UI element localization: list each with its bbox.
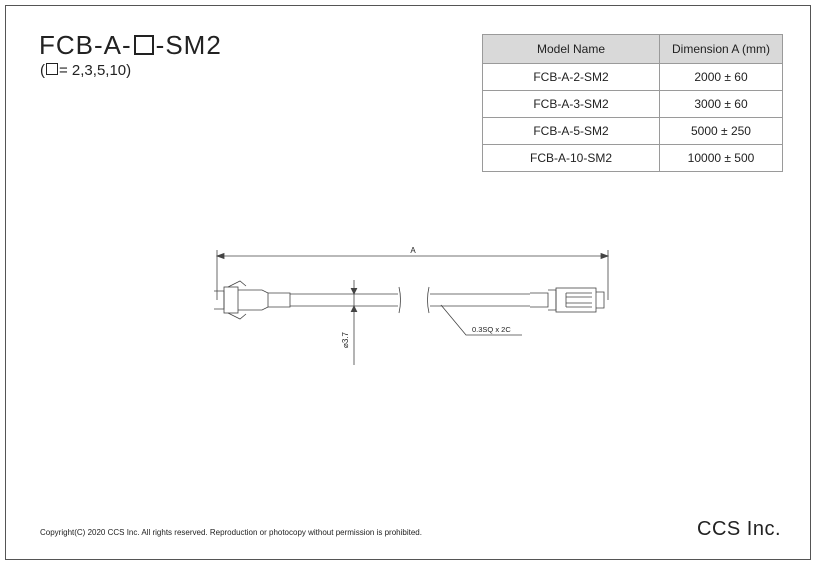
cell-dimension: 5000 ± 250	[660, 118, 783, 145]
wire-spec-label: 0.3SQ x 2C	[472, 325, 511, 334]
copyright-notice: Copyright(C) 2020 CCS Inc. All rights reserved. Reproduction or photocopy without permission is prohibited.	[40, 528, 422, 537]
cell-dimension: 10000 ± 500	[660, 145, 783, 172]
model-options-suffix: = 2,3,5,10)	[59, 62, 132, 79]
cell-dimension: 3000 ± 60	[660, 91, 783, 118]
right-strain-relief	[530, 293, 548, 307]
cell-model: FCB-A-10-SM2	[483, 145, 660, 172]
right-connector-ribs	[566, 293, 592, 307]
company-name: CCS Inc.	[697, 518, 782, 540]
right-connector-neck	[548, 290, 556, 310]
break-line-right	[428, 287, 430, 313]
header-model-name: Model Name	[483, 35, 660, 64]
right-connector-tip	[596, 292, 604, 308]
right-connector-housing	[556, 288, 596, 312]
header-dimension: Dimension A (mm)	[660, 35, 783, 64]
left-strain-relief	[268, 293, 290, 307]
cell-model: FCB-A-5-SM2	[483, 118, 660, 145]
left-connector-housing	[224, 287, 238, 313]
cell-model: FCB-A-2-SM2	[483, 64, 660, 91]
model-title-suffix: -SM2	[155, 30, 222, 60]
dimension-a-label: A	[410, 246, 416, 255]
cell-model: FCB-A-3-SM2	[483, 91, 660, 118]
model-options-prefix: (	[40, 62, 45, 79]
cell-dimension: 2000 ± 60	[660, 64, 783, 91]
break-line-left	[399, 287, 401, 313]
left-connector-tip	[214, 291, 224, 309]
model-title-prefix: FCB-A-	[39, 30, 132, 60]
left-connector-body	[238, 290, 268, 310]
diameter-label: ⌀3.7	[341, 332, 350, 348]
